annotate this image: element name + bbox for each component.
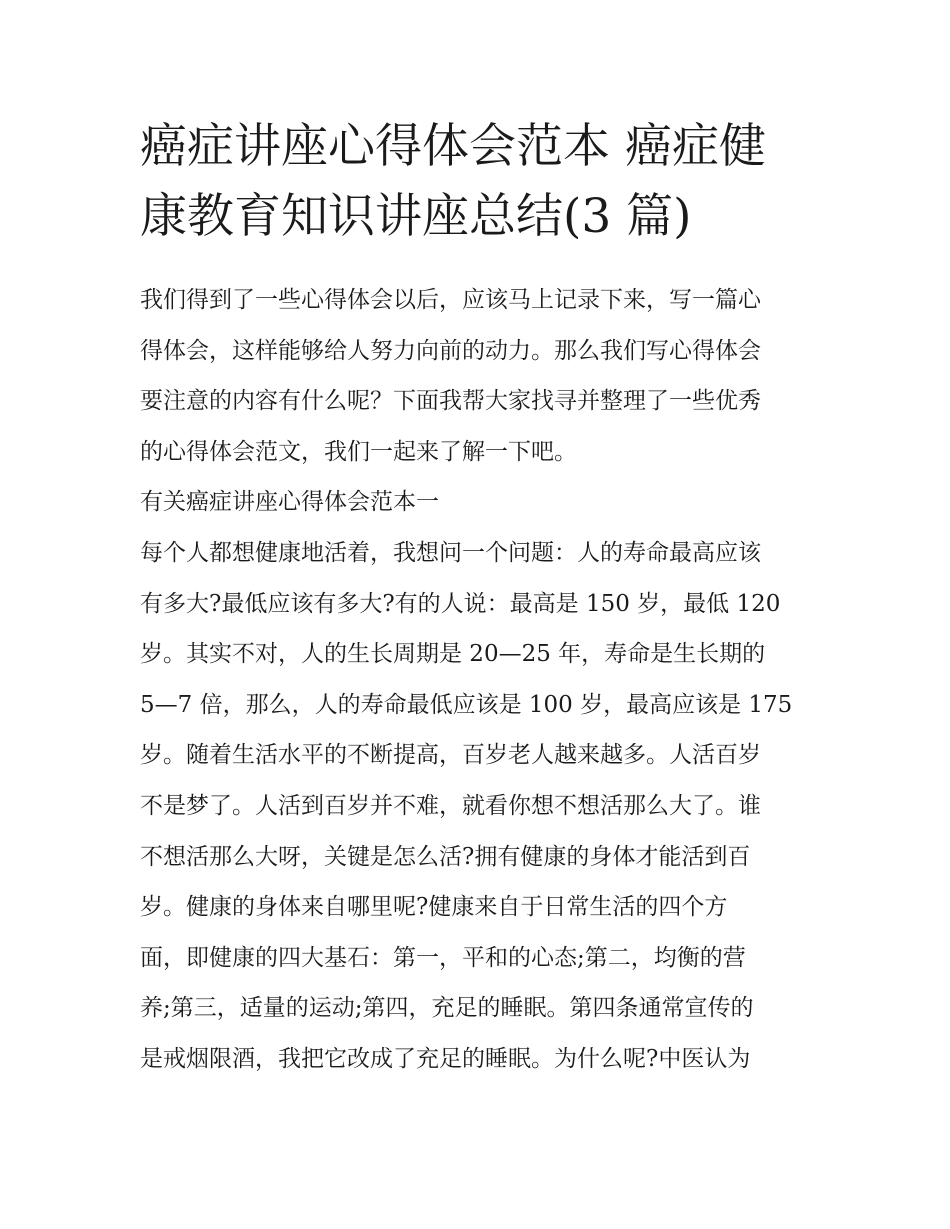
body-line: 岁。随着生活水平的不断提高，百岁老人越来越多。人活百岁: [140, 742, 761, 769]
body-line: 不想活那么大呀，关键是怎么活?拥有健康的身体才能活到百: [140, 843, 751, 870]
intro-line: 我们得到了一些心得体会以后，应该马上记录下来，写一篇心: [140, 287, 761, 313]
body-line: 是戒烟限酒，我把它改成了充足的睡眠。为什么呢?中医认为: [140, 1045, 751, 1072]
intro-line: 的心得体会范文，我们一起来了解一下吧。: [140, 438, 577, 465]
body-line: 面，即健康的四大基石：第一，平和的心态;第二，均衡的营: [140, 944, 746, 971]
title-line: 康教育知识讲座总结(3 篇): [140, 189, 692, 244]
intro-line: 得体会，这样能够给人努力向前的动力。那么我们写心得体会: [140, 337, 761, 364]
body-line: 养;第三，适量的运动;第四，充足的睡眠。第四条通常宣传的: [140, 995, 754, 1022]
document-title: [140, 112, 820, 252]
intro-line: 要注意的内容有什么呢？下面我帮大家找寻并整理了一些优秀: [140, 388, 761, 415]
body-line: 每个人都想健康地活着，我想问一个问题：人的寿命最高应该: [140, 539, 761, 566]
section-heading: 有关癌症讲座心得体会范本一: [140, 489, 439, 516]
body-line: 有多大?最低应该有多大?有的人说：最高是 150 岁，最低 120: [140, 590, 781, 617]
title-line: 癌症讲座心得体会范本 癌症健: [140, 119, 766, 174]
body-line: 5—7 倍，那么，人的寿命最低应该是 100 岁，最高应该是 175: [140, 691, 793, 718]
body-line: 不是梦了。人活到百岁并不难，就看你想不想活那么大了。谁: [140, 792, 761, 819]
document-body: [140, 275, 830, 1085]
body-line: 岁。健康的身体来自哪里呢?健康来自于日常生活的四个方: [140, 894, 728, 921]
body-line: 岁。其实不对，人的生长周期是 20—25 年，寿命是生长期的: [140, 641, 766, 668]
